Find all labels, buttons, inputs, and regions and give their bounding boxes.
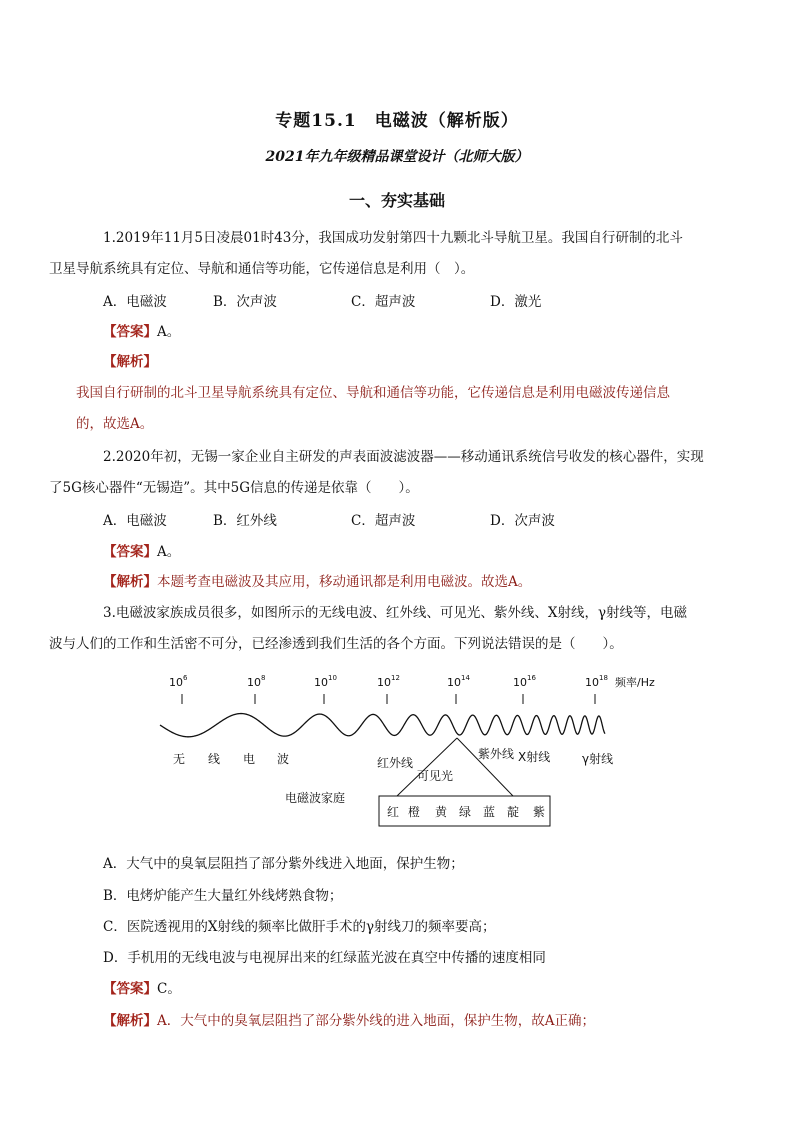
freq-tick: $10^{12}$	[377, 674, 400, 689]
gamma-ray-label: γ射线	[582, 752, 614, 766]
section-heading: 一、夯实基础	[348, 191, 445, 210]
q3-stem: 3.电磁波家族成员很多，如图所示的无线电波、红外线、可见光、紫外线、X射线，γ射线等，电磁 波与人们的工作和生活密不可分，已经渗透到我们生活的各个方面。下列说法错误的是（ ）。	[49, 605, 688, 652]
color-indigo: 靛	[507, 805, 520, 819]
freq-tick: $10^{18}$	[585, 674, 608, 689]
document-title: 专题15.1 电磁波（解析版）	[275, 111, 519, 131]
infrared-label: 红外线	[377, 756, 414, 770]
ultraviolet-label: 紫外线	[478, 747, 515, 761]
em-spectrum-figure	[155, 668, 675, 834]
q2-option-b: B．红外线	[213, 513, 277, 529]
q1-analysis-tag: 【解析】	[103, 354, 157, 370]
q3-option-d: D．手机用的无线电波与电视屏出来的红绿蓝光波在真空中传播的速度相同	[103, 950, 546, 966]
freq-unit-label: 频率/Hz	[615, 676, 655, 689]
color-blue: 蓝	[483, 805, 496, 819]
q1-option-d: D．激光	[490, 294, 542, 310]
q2-stem: 2.2020年初，无锡一家企业自主研发的声表面波滤波器——移动通讯系统信号收发的核心器件，实现 了5G核心器件“无锡造”。其中5G信息的传递是依靠（ ）。	[49, 449, 704, 496]
q3-analysis: 【解析】A．大气中的臭氧层阻挡了部分紫外线的进入地面，保护生物，故A正确；	[103, 1013, 595, 1029]
color-red: 红	[387, 805, 400, 819]
q2-option-d: D．次声波	[490, 513, 555, 529]
q1-option-a: A．电磁波	[103, 294, 167, 310]
q3-option-b: B．电烤炉能产生大量红外线烤熟食物；	[103, 888, 343, 904]
radio-label-char: 波	[277, 752, 290, 766]
freq-tick: $10^{16}$	[513, 674, 536, 689]
color-green: 绿	[459, 805, 472, 819]
xray-label: X射线	[518, 750, 551, 764]
frequency-ticks	[169, 674, 655, 689]
color-violet: 紫	[533, 805, 546, 819]
color-yellow: 黄	[435, 805, 448, 819]
q2-option-c: C．超声波	[351, 513, 416, 529]
freq-tick: $10^{10}$	[314, 674, 337, 689]
q1-option-c: C．超声波	[351, 294, 416, 310]
visible-light-label: 可见光	[417, 769, 454, 783]
em-wave	[160, 714, 605, 737]
q2-option-a: A．电磁波	[103, 513, 167, 529]
q1-answer: 【答案】A。	[103, 324, 181, 340]
q1-stem: 1.2019年11月5日凌晨01时43分，我国成功发射第四十九颗北斗导航卫星。我国自行研制的北斗 卫星导航系统具有定位、导航和通信等功能，它传递信息是利用（ ）。	[49, 230, 683, 277]
q1-option-b: B．次声波	[213, 294, 277, 310]
freq-tick: $10^6$	[169, 674, 188, 689]
q2-analysis: 【解析】本题考查电磁波及其应用，移动通讯都是利用电磁波。故选A。	[103, 574, 532, 590]
radio-label-char: 电	[243, 752, 256, 766]
freq-tick: $10^8$	[247, 674, 266, 689]
radio-label-char: 线	[208, 752, 221, 766]
tick-marks	[182, 694, 595, 704]
q2-answer: 【答案】A。	[103, 544, 181, 560]
radio-label-char: 无	[173, 752, 186, 766]
color-orange: 橙	[408, 805, 421, 819]
document-subtitle: 2021年九年级精品课堂设计（北师大版）	[265, 149, 529, 165]
q3-option-c: C．医院透视用的X射线的频率比做肝手术的γ射线刀的频率要高；	[103, 919, 496, 935]
q3-option-a: A．大气中的臭氧层阻挡了部分紫外线进入地面，保护生物；	[103, 856, 464, 872]
q1-analysis: 我国自行研制的北斗卫星导航系统具有定位、导航和通信等功能，它传递信息是利用电磁波传递信息 的，故选A。	[76, 385, 670, 432]
q3-answer: 【答案】C。	[103, 981, 181, 997]
em-family-label: 电磁波家庭	[285, 791, 346, 805]
freq-tick: $10^{14}$	[447, 674, 470, 689]
